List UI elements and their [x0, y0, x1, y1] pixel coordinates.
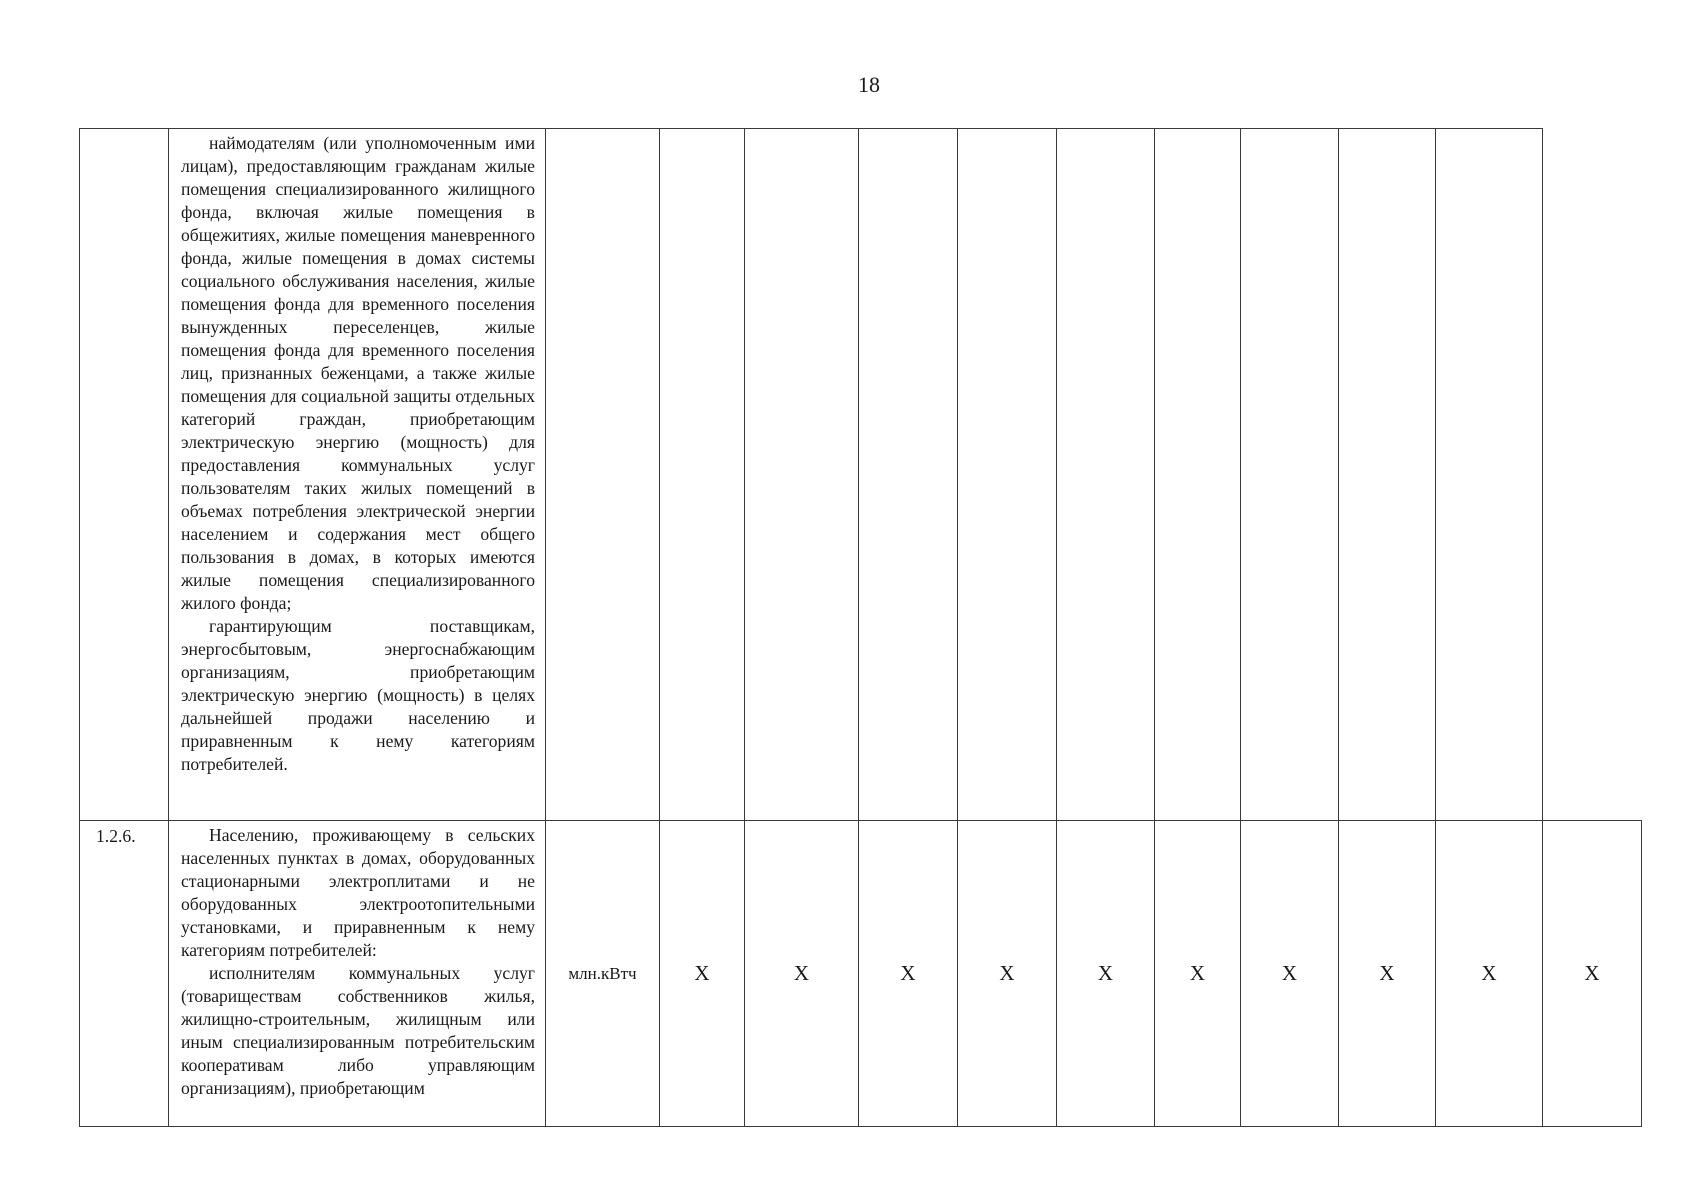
row-number-cell: 1.2.6. [80, 821, 169, 1127]
value-cell [1339, 129, 1436, 821]
description-cell [169, 129, 546, 821]
description-paragraph: исполнителям коммунальных услуг (товариществам собственников жилья, жилищно-строительным, жилищным или иным специализированным потребительским кооперативам либо управляющим организациям), приобретающим [181, 963, 535, 1098]
description-paragraph: Населению, проживающему в сельских населенных пунктах в домах, оборудованных стационарными электроплитами и не оборудованных электроотопительными установками, и приравненным к нему категориям потребителей: [181, 825, 535, 960]
value-cell [1057, 129, 1155, 821]
unit-cell: млн.кВтч [546, 821, 660, 1127]
page-number: 18 [858, 72, 880, 97]
unit-cell [546, 129, 660, 821]
value-cell: X [1339, 821, 1436, 1127]
description-paragraph: гарантирующим поставщикам, энергосбытовым, энергоснабжающим организациям, приобретающим электрическую энергию (мощность) в целях дальнейшей продажи населению и приравненным к нему категориям потребителей. [181, 616, 535, 774]
value-cell [859, 129, 958, 821]
value-cell [958, 129, 1057, 821]
description-paragraph: наймодателям (или уполномоченным ими лицам), предоставляющим гражданам жилые помещения специализированного жилищного фонда, включая жилые помещения в общежитиях, жилые помещения маневренного фонда, жилые помещения в домах системы социального обслуживания населения, жилые помещения фонда для временного поселения вынужденных переселенцев, жилые помещения фонда для временного поселения лиц, признанных беженцами, а также жилые помещения для социальной защиты отдельных категорий граждан, приобретающим электрическую энергию (мощность) для предоставления коммунальных услуг пользователям таких жилых помещений в объемах потребления электрической энергии населением и содержания мест общего пользования в домах, в которых имеются жилые помещения специализированного жилого фонда; [181, 133, 535, 613]
description-cell [169, 821, 546, 1127]
value-cell [745, 129, 859, 821]
data-table [79, 128, 1642, 1127]
value-cell [660, 129, 745, 821]
value-cell [1436, 129, 1543, 821]
value-cell: X [660, 821, 745, 1127]
value-cell: X [745, 821, 859, 1127]
value-cell: X [1057, 821, 1155, 1127]
value-cell [1155, 129, 1241, 821]
table-row-continued [80, 129, 1642, 821]
value-cell: X [859, 821, 958, 1127]
value-cell: X [1436, 821, 1543, 1127]
row-number-cell [80, 129, 169, 821]
value-cell: X [958, 821, 1057, 1127]
value-cell: X [1543, 821, 1642, 1127]
value-cell: X [1241, 821, 1339, 1127]
value-cell: X [1155, 821, 1241, 1127]
table-row-1-2-6 [80, 821, 1642, 1127]
value-cell [1241, 129, 1339, 821]
